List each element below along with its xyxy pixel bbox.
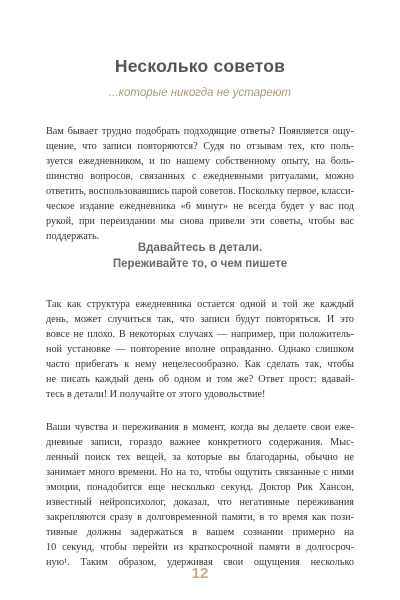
page-title: Несколько советов xyxy=(114,56,286,76)
paragraph-line: поддержать. xyxy=(46,231,100,242)
page-number: 12 xyxy=(191,565,209,582)
paragraph-line: Вам бывает трудно подобрать подходящие ответы? Появляется ощу- xyxy=(46,126,354,137)
paragraph-line: день, может случиться так, что записи будут повторяться. И это xyxy=(46,314,354,325)
paragraph-line: тивные должны задержаться в вашем сознании примерно на xyxy=(46,527,354,538)
paragraph-line: занимает много времени. Но на то, чтобы ощутить связанные с ними xyxy=(46,467,354,478)
paragraph-line: дневные записи, гораздо важнее конкретного содержания. Мыс- xyxy=(46,437,354,448)
section-heading-line: Переживайте то, о чем пишете xyxy=(112,258,288,270)
paragraph-line: зуется ежедневником, и по нашему собственному опыту, на боль- xyxy=(46,156,354,167)
paragraph-line: часто прибегать к нему нецелесообразно. Как сделать так, чтобы xyxy=(46,359,354,370)
paragraph-line: известный нейропсихолог, доказал, что негативные переживания xyxy=(46,497,354,508)
details-paragraph xyxy=(46,297,354,402)
paragraph-line: ответить, воспользовавшись парой советов. Поскольку первое, класси- xyxy=(46,186,354,197)
section-heading-line: Вдавайтесь в детали. xyxy=(137,242,263,254)
paragraph-line: ческое издание ежедневника «6 минут» не всегда будет у вас под xyxy=(46,201,354,212)
page-subtitle: ...которые никогда не устареют xyxy=(108,87,292,99)
paragraph-line: шинство вопросов, связанных с ежедневными ритуалами, можно xyxy=(46,171,354,182)
feelings-paragraph xyxy=(46,420,354,570)
paragraph-line: щение, что записи повторяются? Судя по отзывам тех, кто поль- xyxy=(46,141,354,152)
paragraph-line: вовсе не плохо. В некоторых случаях — например, при положитель- xyxy=(46,329,354,340)
paragraph-line: тесь в детали! И получайте от этого удовольствие! xyxy=(46,389,266,400)
paragraph-line: не писать каждый день об одном и том же? Ответ прост: вдавай- xyxy=(46,374,354,385)
paragraph-line: Так как структура ежедневника остается одной и той же каждый xyxy=(46,299,354,310)
intro-paragraph xyxy=(46,124,354,244)
section-heading xyxy=(0,240,400,272)
paragraph-line: закрепляются сразу в долговременной памяти, в то время как пози- xyxy=(46,512,354,523)
paragraph-line: эмоции, понадобится еще несколько секунд. Доктор Рик Хансон, xyxy=(46,482,354,493)
paragraph-line: ленный поиск тех вещей, за которые вы благодарны, обычно не xyxy=(46,452,354,463)
paragraph-line: ную¹. Таким образом, удерживая свои ощущения несколько xyxy=(46,557,354,568)
paragraph-line: рукой, при переиздании мы снова привели эти советы, чтобы вас xyxy=(46,216,354,227)
paragraph-line: Ваши чувства и переживания в момент, когда вы делаете свои еже- xyxy=(46,422,354,433)
paragraph-line: 10 секунд, чтобы перейти из краткосрочной памяти в долгосроч- xyxy=(46,542,354,553)
paragraph-line: ной установке — повторение вполне оправданно. Однако слишком xyxy=(46,344,354,355)
